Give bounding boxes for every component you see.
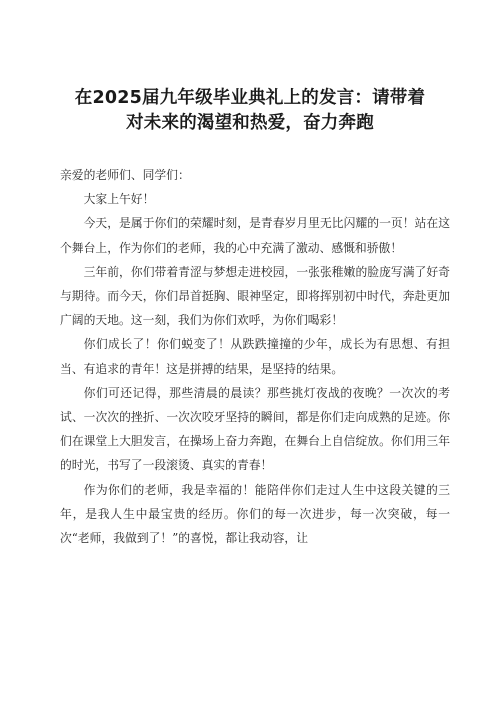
paragraph-3: 你们成长了！你们蜕变了！从跌跌撞撞的少年，成长为有思想、有担当、有追求的青年！这是拼搏的结果，是坚持的结果。 bbox=[60, 337, 450, 376]
document-body bbox=[60, 163, 450, 550]
salutation: 亲爱的老师们、同学们： bbox=[60, 168, 190, 182]
paragraph-5: 作为你们的老师，我是幸福的！能陪伴你们走过人生中这段关键的三年，是我人生中最宝贵的经历。你们的每一次进步，每一次突破，每一次“老师，我做到了！”的喜悦，都让我动容，让 bbox=[60, 482, 450, 546]
paragraph-2: 三年前，你们带着青涩与梦想走进校园，一张张稚嫩的脸庞写满了好奇与期待。而今天，你们昂首挺胸、眼神坚定，即将挥别初中时代，奔赴更加广阔的天地。这一刻，我们为你们欢呼，为你们喝彩！ bbox=[60, 264, 450, 328]
title-line-2: 对未来的渴望和热爱，奋力奔跑 bbox=[126, 113, 374, 133]
page-title bbox=[40, 86, 460, 136]
paragraph-1: 今天，是属于你们的荣耀时刻，是青春岁月里无比闪耀的一页！站在这个舞台上，作为你们的老师，我的心中充满了激动、感慨和骄傲！ bbox=[60, 216, 450, 255]
title-line-1: 在2025届九年级毕业典礼上的发言：请带着 bbox=[74, 88, 426, 108]
paragraph-greeting: 大家上午好！ bbox=[83, 192, 155, 207]
paragraph-4: 你们可还记得，那些清晨的晨读？那些挑灯夜战的夜晚？一次次的考试、一次次的挫折、一次次咬牙坚持的瞬间，都是你们走向成熟的足迹。你们在课堂上大胆发言，在操场上奋力奔跑，在舞台上自信绽放。你们用三年的时光，书写了一段滚烫、真实的青春！ bbox=[60, 385, 450, 473]
